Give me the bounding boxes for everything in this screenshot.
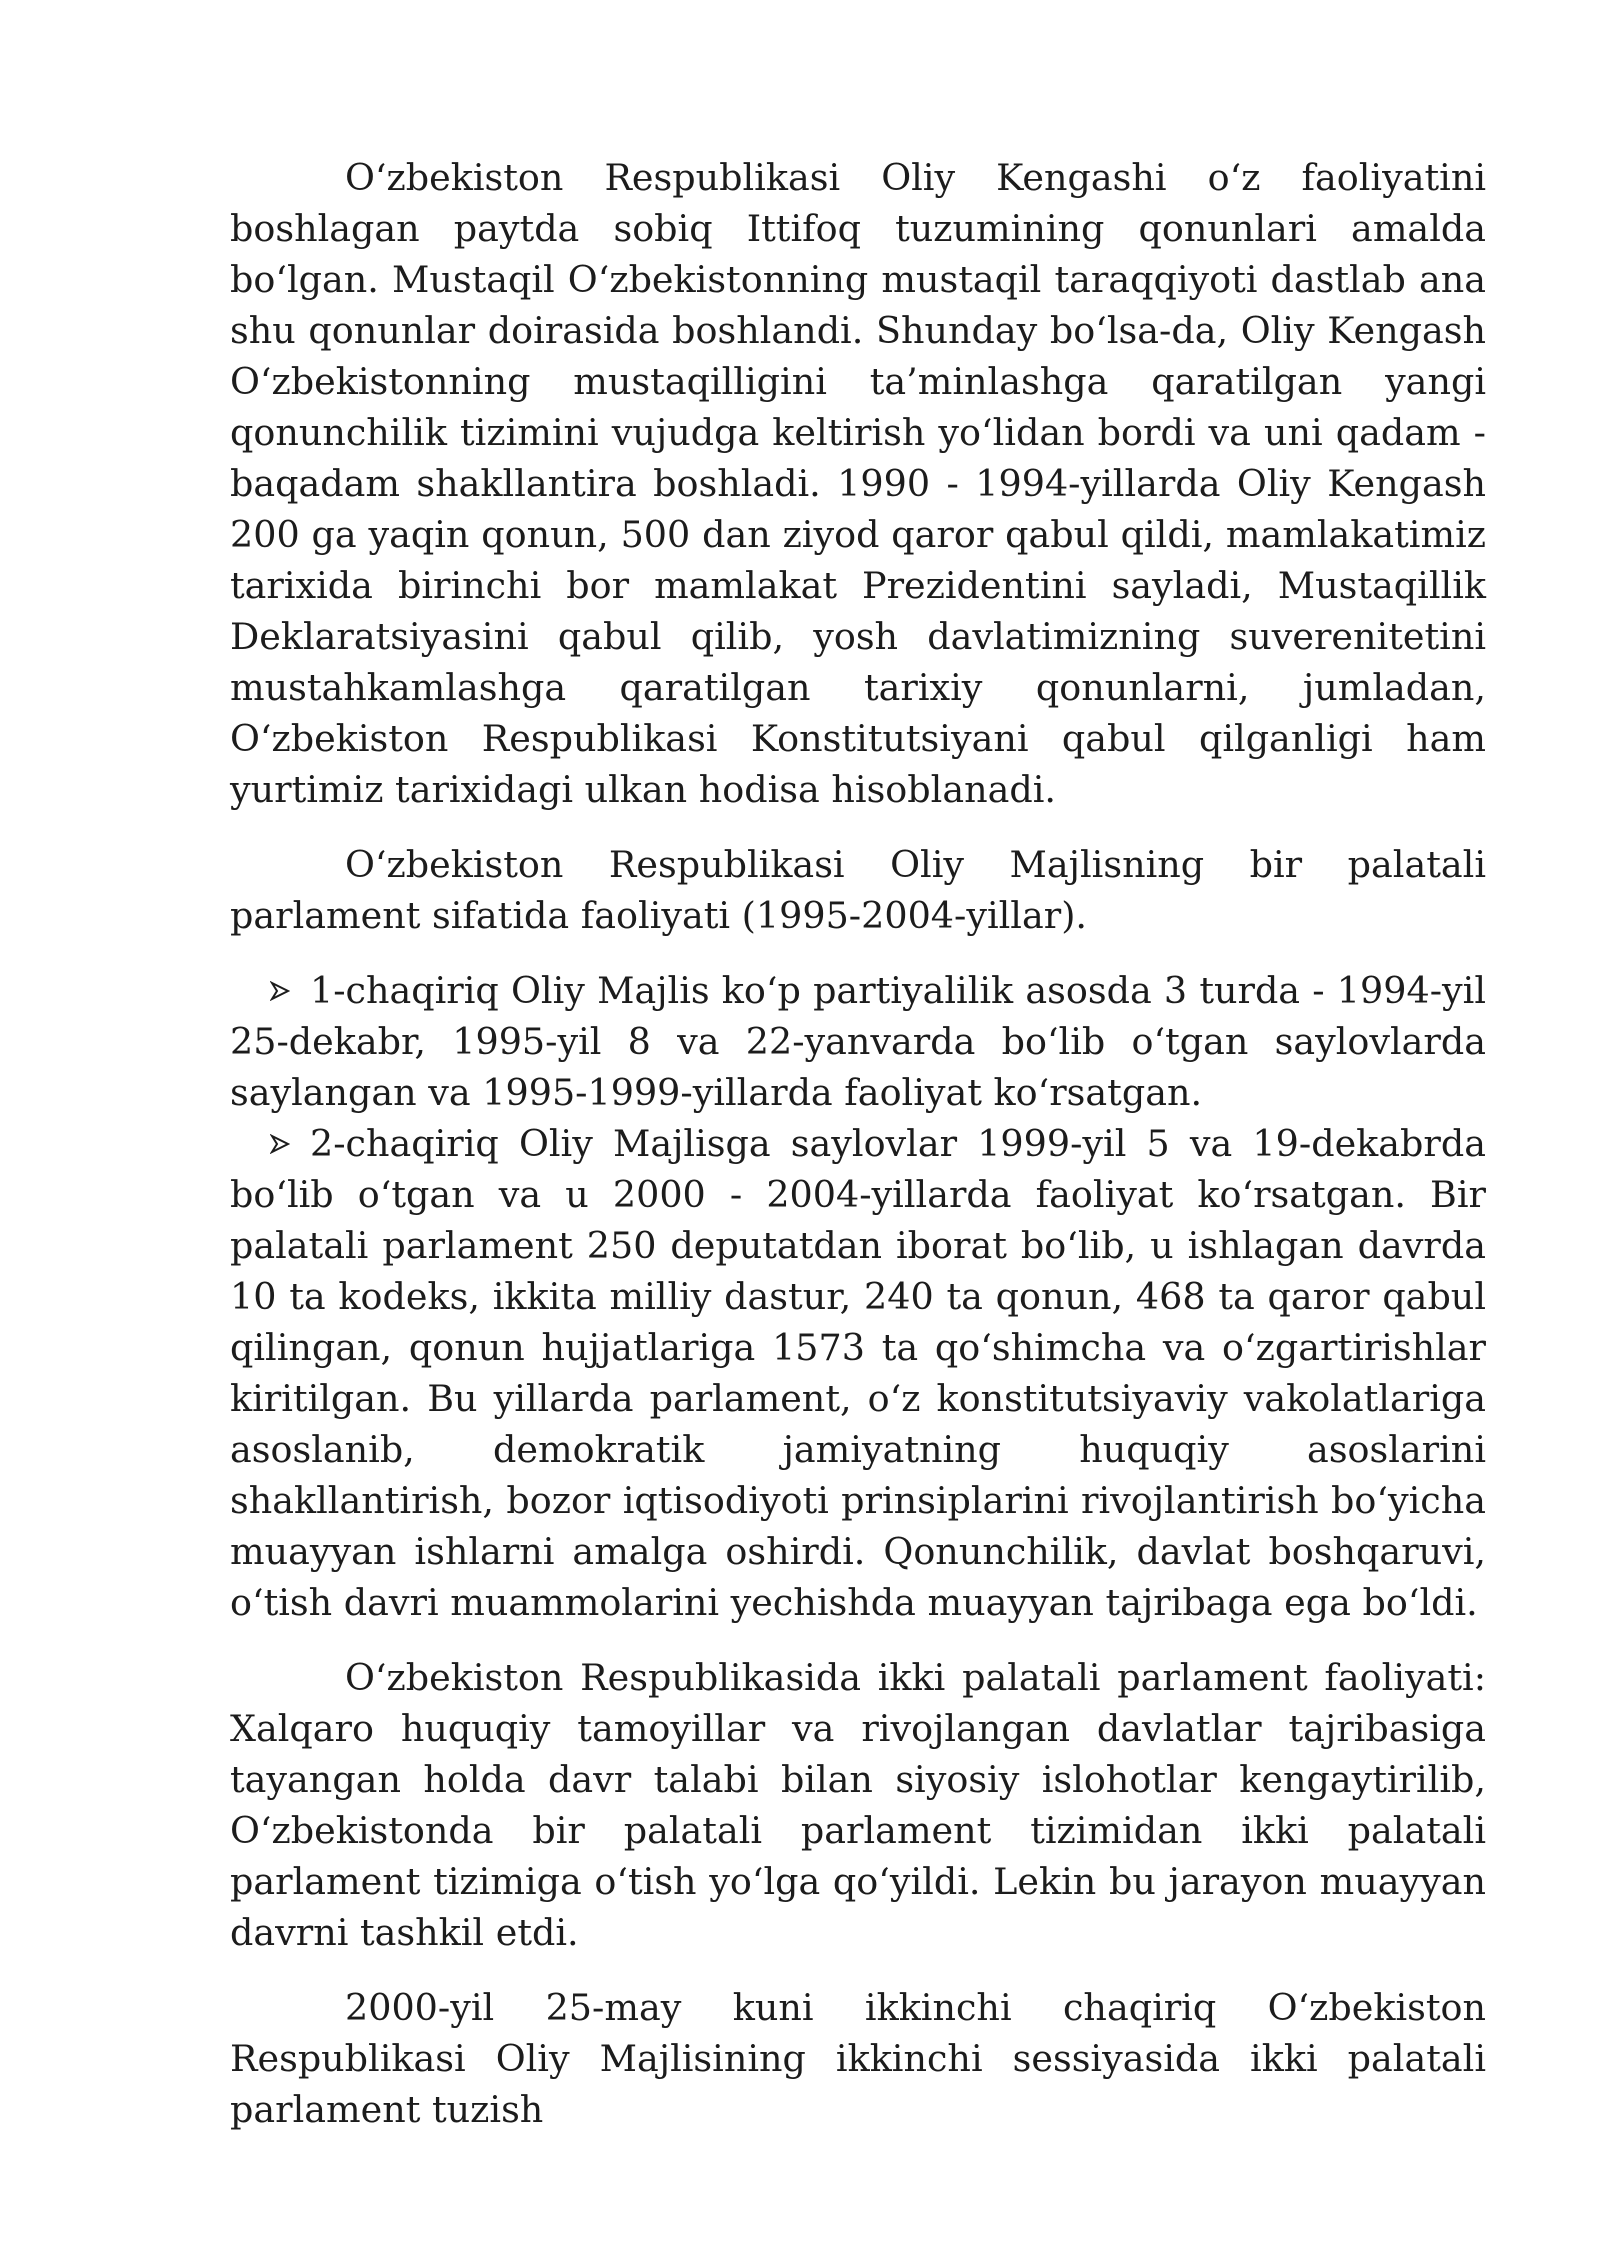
paragraph-2000-yil: 2000-yil 25-may kuni ikkinchi chaqiriq O‘zbekiston Respublikasi Oliy Majlisining ikkinchi sessiyasida ikki palatali parlament tuzish	[230, 1986, 1486, 2131]
paragraph-ikki-palatali: O‘zbekiston Respublikasida ikki palatali parlament faoliyati: Xalqaro huquqiy tamoyillar va rivojlangan davlatlar tajribasiga tayangan holda davr talabi bilan siyosiy islohotlar kengaytirilib, O‘zbekistonda bir palatali parlament tizimidan ikki palatali parlament tizimiga o‘tish yo‘lga qo‘yildi. Lekin bu jarayon muayyan davrni tashkil etdi.	[230, 1656, 1486, 1954]
arrowhead-bullet-icon	[270, 1118, 292, 1169]
document-page	[230, 152, 1486, 2159]
bullet-list	[230, 965, 1486, 1628]
paragraph-oliy-majlis-heading: O‘zbekiston Respublikasi Oliy Majlisning bir palatali parlament sifatida faoliyati (1995-2004-yillar).	[230, 843, 1486, 937]
bullet-text: 2-chaqiriq Oliy Majlisga saylovlar 1999-yil 5 va 19-dekabrda bo‘lib o‘tgan va u 2000 - 2004-yillarda faoliyat ko‘rsatgan. Bir palatali parlament 250 deputatdan iborat bo‘lib, u ishlagan davrda 10 ta kodeks, ikkita milliy dastur, 240 ta qonun, 468 ta qaror qabul qilingan, qonun hujjatlariga 1573 ta qo‘shimcha va o‘zgartirishlar kiritilgan. Bu yillarda parlament, o‘z konstitutsiyaviy vakolatlariga asoslanib, demokratik jamiyatning huquqiy asoslarini shakllantirish, bozor iqtisodiyoti prinsiplarini rivojlantirish bo‘yicha muayyan ishlarni amalga oshirdi. Qonunchilik, davlat boshqaruvi, o‘tish davri muammolarini yechishda muayyan tajribaga ega bo‘ldi.	[230, 1122, 1486, 1624]
arrowhead-bullet-icon	[270, 965, 292, 1016]
list-item	[230, 965, 1486, 1118]
list-item	[230, 1118, 1486, 1628]
paragraph-oliy-kengash: O‘zbekiston Respublikasi Oliy Kengashi o‘z faoliyatini boshlagan paytda sobiq Ittifoq tuzumining qonunlari amalda bo‘lgan. Mustaqil O‘zbekistonning mustaqil taraqqiyoti dastlab ana shu qonunlar doirasida boshlandi. Shunday bo‘lsa-da, Oliy Kengash O‘zbekistonning mustaqilligini ta’minlashga qaratilgan yangi qonunchilik tizimini vujudga keltirish yo‘lidan bordi va uni qadam - baqadam shakllantira boshladi. 1990 - 1994-yillarda Oliy Kengash 200 ga yaqin qonun, 500 dan ziyod qaror qabul qildi, mamlakatimiz tarixida birinchi bor mamlakat Prezidentini sayladi, Mustaqillik Deklaratsiyasini qabul qilib, yosh davlatimizning suverenitetini mustahkamlashga qaratilgan tarixiy qonunlarni, jumladan, O‘zbekiston Respublikasi Konstitutsiyani qabul qilganligi ham yurtimiz tarixidagi ulkan hodisa hisoblanadi.	[230, 156, 1486, 811]
bullet-text: 1-chaqiriq Oliy Majlis ko‘p partiyalilik asosda 3 turda - 1994-yil 25-dekabr, 1995-yil 8 va 22-yanvarda bo‘lib o‘tgan saylovlarda saylangan va 1995-1999-yillarda faoliyat ko‘rsatgan.	[230, 969, 1486, 1114]
